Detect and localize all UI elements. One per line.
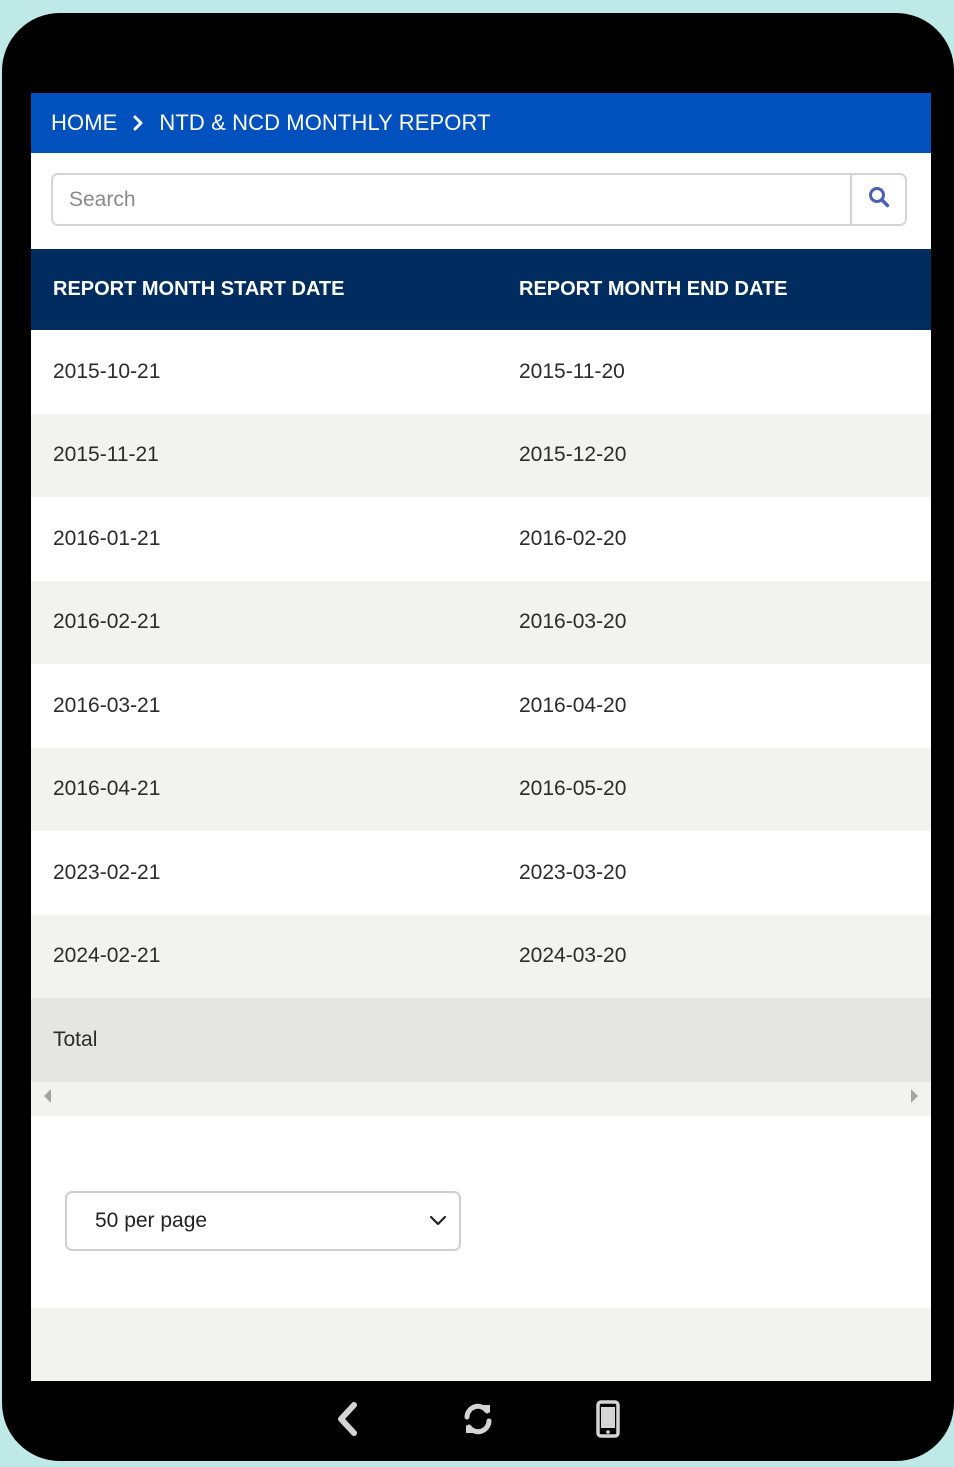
table-row[interactable] [31,831,931,915]
search-icon [868,186,890,213]
device-button[interactable] [543,1391,673,1451]
app-screen [31,93,931,1381]
table-row[interactable] [31,581,931,665]
start-date-cell: 2016-04-21 [53,777,161,801]
search-area [31,153,931,249]
start-date-cell: 2016-01-21 [53,526,161,550]
scroll-right-icon[interactable] [909,1088,919,1109]
start-date-cell: 2015-10-21 [53,359,161,383]
device-nav-bar [2,1381,954,1461]
search-button[interactable] [850,175,905,224]
table-row[interactable] [31,664,931,748]
search-box [51,173,907,226]
horizontal-scrollbar[interactable] [31,1082,931,1116]
pagination-area [31,1116,931,1308]
start-date-cell: 2016-02-21 [53,610,161,634]
end-date-cell: 2015-12-20 [519,443,627,467]
chevron-down-icon [429,1209,447,1233]
refresh-button[interactable] [413,1391,543,1451]
end-date-cell: 2023-03-20 [519,860,627,884]
end-date-cell: 2016-04-20 [519,693,627,717]
device-icon [596,1400,620,1443]
per-page-select[interactable] [65,1191,461,1251]
table-total-row [31,998,931,1082]
end-date-cell: 2015-11-20 [519,359,625,383]
table-row[interactable] [31,330,931,414]
breadcrumb [31,93,931,153]
total-label: Total [53,1027,98,1051]
back-icon [335,1402,361,1441]
end-date-cell: 2016-05-20 [519,777,627,801]
table-row[interactable] [31,414,931,498]
scroll-left-icon[interactable] [43,1088,53,1109]
table-header [31,249,931,330]
table-row[interactable] [31,915,931,999]
search-input[interactable] [53,175,850,224]
end-date-cell: 2016-02-20 [519,526,627,550]
end-date-cell: 2016-03-20 [519,610,627,634]
start-date-cell: 2024-02-21 [53,944,161,968]
end-date-cell: 2024-03-20 [519,944,627,968]
table-row[interactable] [31,748,931,832]
breadcrumb-current: NTD & NCD MONTHLY REPORT [159,110,491,135]
column-header-end-date[interactable]: REPORT MONTH END DATE [519,278,788,300]
start-date-cell: 2015-11-21 [53,443,159,467]
device-frame [2,13,954,1461]
refresh-icon [460,1401,496,1442]
per-page-value: 50 per page [95,1208,208,1232]
start-date-cell: 2016-03-21 [53,693,161,717]
chevron-right-icon [117,113,159,133]
table-row[interactable] [31,497,931,581]
column-header-start-date[interactable]: REPORT MONTH START DATE [53,278,345,300]
back-button[interactable] [283,1391,413,1451]
breadcrumb-home-link[interactable]: HOME [51,110,118,135]
start-date-cell: 2023-02-21 [53,860,161,884]
